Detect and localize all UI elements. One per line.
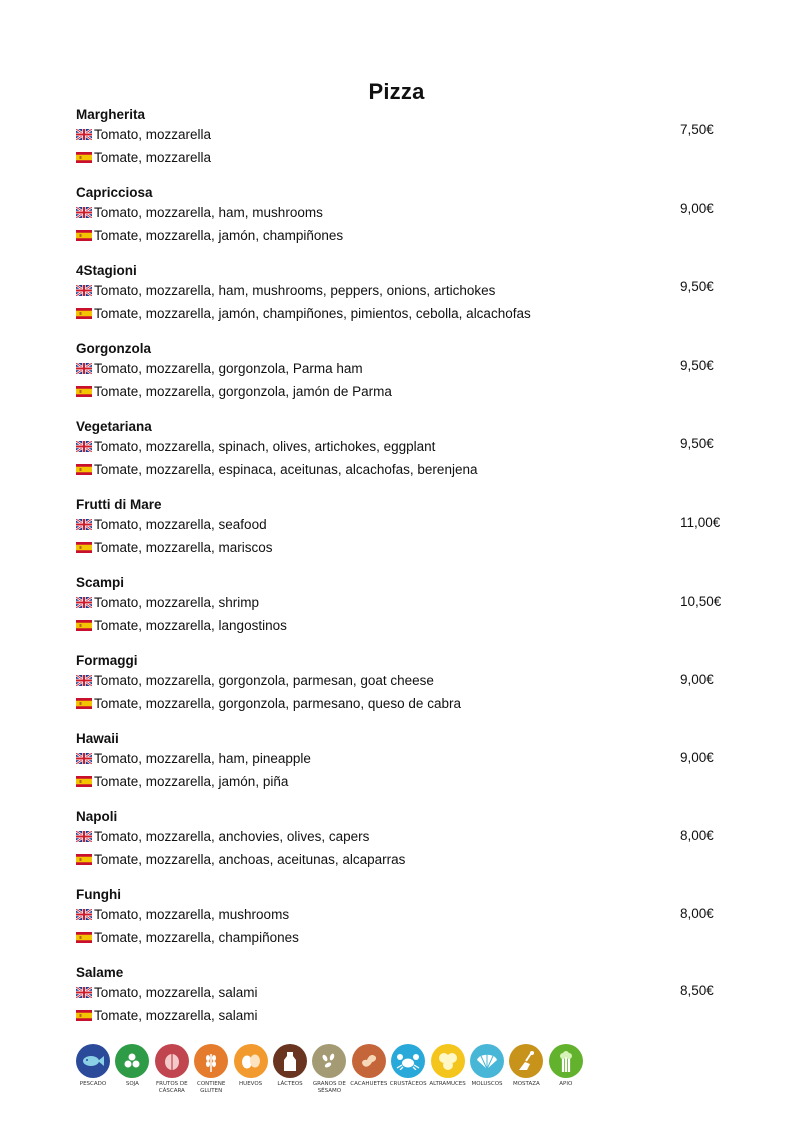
pizza-name: Formaggi xyxy=(76,653,138,668)
ingredients-en xyxy=(76,673,434,688)
ingredients-en xyxy=(76,595,259,610)
ingredients-es-text: Tomate, mozzarella, champiñones xyxy=(94,930,299,945)
allergen-label: HUEVOS xyxy=(239,1081,263,1087)
uk-flag-icon xyxy=(76,909,92,920)
egg-icon xyxy=(234,1044,268,1078)
nut-icon xyxy=(155,1044,189,1078)
ingredients-en-text: Tomato, mozzarella, gorgonzola, Parma ham xyxy=(94,361,363,376)
allergen-label: CRUSTÁCEOS xyxy=(389,1081,427,1087)
spain-flag-icon xyxy=(76,386,92,397)
price: 8,00€ xyxy=(680,827,714,843)
menu-item xyxy=(76,964,726,1026)
menu-item xyxy=(76,886,726,964)
ingredients-es xyxy=(76,228,343,243)
ingredients-es-text: Tomate, mozzarella, anchoas, aceitunas, alcaparras xyxy=(94,852,406,867)
price: 9,00€ xyxy=(680,749,714,765)
spain-flag-icon xyxy=(76,230,92,241)
ingredients-es xyxy=(76,1008,258,1023)
wheat-icon xyxy=(194,1044,228,1078)
allergen-item xyxy=(150,1044,194,1094)
allergen-label: CACAHUETES xyxy=(350,1081,388,1087)
uk-flag-icon xyxy=(76,519,92,530)
spain-flag-icon xyxy=(76,308,92,319)
menu-item xyxy=(76,730,726,808)
allergen-item xyxy=(110,1044,154,1088)
ingredients-en-text: Tomato, mozzarella, shrimp xyxy=(94,595,260,610)
pizza-name: 4Stagioni xyxy=(76,263,137,278)
allergen-item xyxy=(189,1044,233,1094)
ingredients-es-text: Tomate, mozzarella, mariscos xyxy=(94,540,273,555)
pizza-name: Frutti di Mare xyxy=(76,497,162,512)
allergen-label: MOLUSCOS xyxy=(471,1081,503,1087)
ingredients-en xyxy=(76,517,267,532)
pizza-name: Hawaii xyxy=(76,731,119,746)
ingredients-es-text: Tomate, mozzarella, jamón, champiñones xyxy=(94,228,344,243)
price: 8,00€ xyxy=(680,905,714,921)
ingredients-en-text: Tomato, mozzarella, ham, mushrooms xyxy=(94,205,323,220)
spain-flag-icon xyxy=(76,698,92,709)
ingredients-es-text: Tomate, mozzarella, jamón, piña xyxy=(94,774,289,789)
spain-flag-icon xyxy=(76,620,92,631)
pizza-name: Salame xyxy=(76,965,124,980)
uk-flag-icon xyxy=(76,285,92,296)
allergen-legend xyxy=(76,1044,596,1104)
allergen-item xyxy=(71,1044,115,1088)
ingredients-en-text: Tomato, mozzarella, ham, pineapple xyxy=(94,751,311,766)
price: 7,50€ xyxy=(680,122,714,137)
menu-item xyxy=(76,496,726,574)
spain-flag-icon xyxy=(76,464,92,475)
ingredients-en xyxy=(76,751,311,766)
peanut-icon xyxy=(352,1044,386,1078)
ingredients-es xyxy=(76,696,461,711)
ingredients-es xyxy=(76,306,531,321)
crab-icon xyxy=(391,1044,425,1078)
pizza-menu xyxy=(76,106,726,1026)
ingredients-en xyxy=(76,829,369,844)
mustard-icon xyxy=(509,1044,543,1078)
allergen-item xyxy=(307,1044,351,1094)
ingredients-en xyxy=(76,127,211,142)
ingredients-es xyxy=(76,384,392,399)
ingredients-en-text: Tomato, mozzarella, spinach, olives, artichokes, eggplant xyxy=(94,439,436,454)
ingredients-es-text: Tomate, mozzarella xyxy=(94,150,212,165)
ingredients-en-text: Tomato, mozzarella, anchovies, olives, capers xyxy=(94,829,370,844)
milk-icon xyxy=(273,1044,307,1078)
spain-flag-icon xyxy=(76,152,92,163)
allergen-label: ALTRAMUCES xyxy=(429,1081,466,1087)
uk-flag-icon xyxy=(76,207,92,218)
spain-flag-icon xyxy=(76,1010,92,1021)
ingredients-es-text: Tomate, mozzarella, espinaca, aceitunas, alcachofas, berenjena xyxy=(94,462,478,477)
ingredients-en-text: Tomato, mozzarella, gorgonzola, parmesan, goat cheese xyxy=(94,673,434,688)
ingredients-en-text: Tomato, mozzarella xyxy=(94,127,212,142)
spain-flag-icon xyxy=(76,932,92,943)
price: 9,00€ xyxy=(680,200,714,216)
ingredients-en xyxy=(76,283,495,298)
allergen-label: GRANOS DE SÉSAMO xyxy=(312,1081,346,1094)
ingredients-es-text: Tomate, mozzarella, salami xyxy=(94,1008,258,1023)
ingredients-en xyxy=(76,205,323,220)
price: 9,50€ xyxy=(680,357,714,373)
uk-flag-icon xyxy=(76,363,92,374)
pizza-name: Vegetariana xyxy=(76,419,152,434)
pizza-name: Napoli xyxy=(76,809,118,824)
ingredients-en xyxy=(76,985,258,1000)
spain-flag-icon xyxy=(76,776,92,787)
ingredients-es xyxy=(76,618,287,633)
pizza-name: Scampi xyxy=(76,575,125,590)
allergen-label: PESCADO xyxy=(79,1081,107,1087)
ingredients-es-text: Tomate, mozzarella, gorgonzola, parmesano, queso de cabra xyxy=(94,696,461,711)
ingredients-en xyxy=(76,361,363,376)
ingredients-en xyxy=(76,907,289,922)
sesame-icon xyxy=(312,1044,346,1078)
menu-item xyxy=(76,262,726,340)
allergen-item xyxy=(504,1044,548,1088)
soy-icon xyxy=(115,1044,149,1078)
ingredients-es xyxy=(76,774,288,789)
allergen-label: FRUTOS DE CÁSCARA xyxy=(155,1081,188,1094)
ingredients-es-text: Tomate, mozzarella, langostinos xyxy=(94,618,287,633)
price: 10,50€ xyxy=(680,593,722,609)
fish-icon xyxy=(76,1044,110,1078)
menu-item xyxy=(76,418,726,496)
pizza-name: Margherita xyxy=(76,107,146,122)
pizza-name: Gorgonzola xyxy=(76,341,151,356)
allergen-item xyxy=(544,1044,588,1088)
ingredients-es xyxy=(76,540,273,555)
pizza-name: Funghi xyxy=(76,887,121,902)
allergen-label: LÁCTEOS xyxy=(277,1081,303,1087)
ingredients-en-text: Tomato, mozzarella, salami xyxy=(94,985,258,1000)
allergen-item xyxy=(229,1044,273,1088)
allergen-label: APIO xyxy=(559,1081,573,1087)
uk-flag-icon xyxy=(76,987,92,998)
spain-flag-icon xyxy=(76,854,92,865)
price: 8,50€ xyxy=(680,983,714,998)
price: 9,50€ xyxy=(680,436,714,452)
uk-flag-icon xyxy=(76,441,92,452)
uk-flag-icon xyxy=(76,597,92,608)
uk-flag-icon xyxy=(76,675,92,686)
allergen-item xyxy=(386,1044,430,1088)
ingredients-es-text: Tomate, mozzarella, gorgonzola, jamón de Parma xyxy=(94,384,392,399)
shell-icon xyxy=(470,1044,504,1078)
ingredients-en-text: Tomato, mozzarella, mushrooms xyxy=(94,907,290,922)
price: 9,50€ xyxy=(680,279,714,295)
menu-item xyxy=(76,574,726,652)
allergen-label: CONTIENE GLUTEN xyxy=(197,1081,226,1094)
ingredients-en-text: Tomato, mozzarella, seafood xyxy=(94,517,267,532)
menu-item xyxy=(76,808,726,886)
price: 11,00€ xyxy=(680,515,721,530)
ingredients-en-text: Tomato, mozzarella, ham, mushrooms, peppers, onions, artichokes xyxy=(94,283,496,298)
lupin-icon xyxy=(431,1044,465,1078)
uk-flag-icon xyxy=(76,129,92,140)
ingredients-es-text: Tomate, mozzarella, jamón, champiñones, pimientos, cebolla, alcachofas xyxy=(94,306,531,321)
celery-icon xyxy=(549,1044,583,1078)
allergen-label: SOJA xyxy=(125,1081,139,1087)
allergen-item xyxy=(465,1044,509,1088)
allergen-item xyxy=(426,1044,470,1088)
ingredients-en xyxy=(76,439,435,454)
ingredients-es xyxy=(76,930,299,945)
ingredients-es xyxy=(76,462,477,477)
uk-flag-icon xyxy=(76,753,92,764)
uk-flag-icon xyxy=(76,831,92,842)
menu-item xyxy=(76,340,726,418)
allergen-label: MOSTAZA xyxy=(512,1081,540,1087)
price: 9,00€ xyxy=(680,671,714,687)
menu-item xyxy=(76,652,726,730)
allergen-item xyxy=(268,1044,312,1088)
ingredients-es xyxy=(76,852,405,867)
menu-item xyxy=(76,184,726,262)
page-title: Pizza xyxy=(368,78,425,104)
spain-flag-icon xyxy=(76,542,92,553)
allergen-item xyxy=(347,1044,391,1088)
menu-item xyxy=(76,106,726,184)
pizza-name: Capricciosa xyxy=(76,185,153,200)
ingredients-es xyxy=(76,150,211,165)
